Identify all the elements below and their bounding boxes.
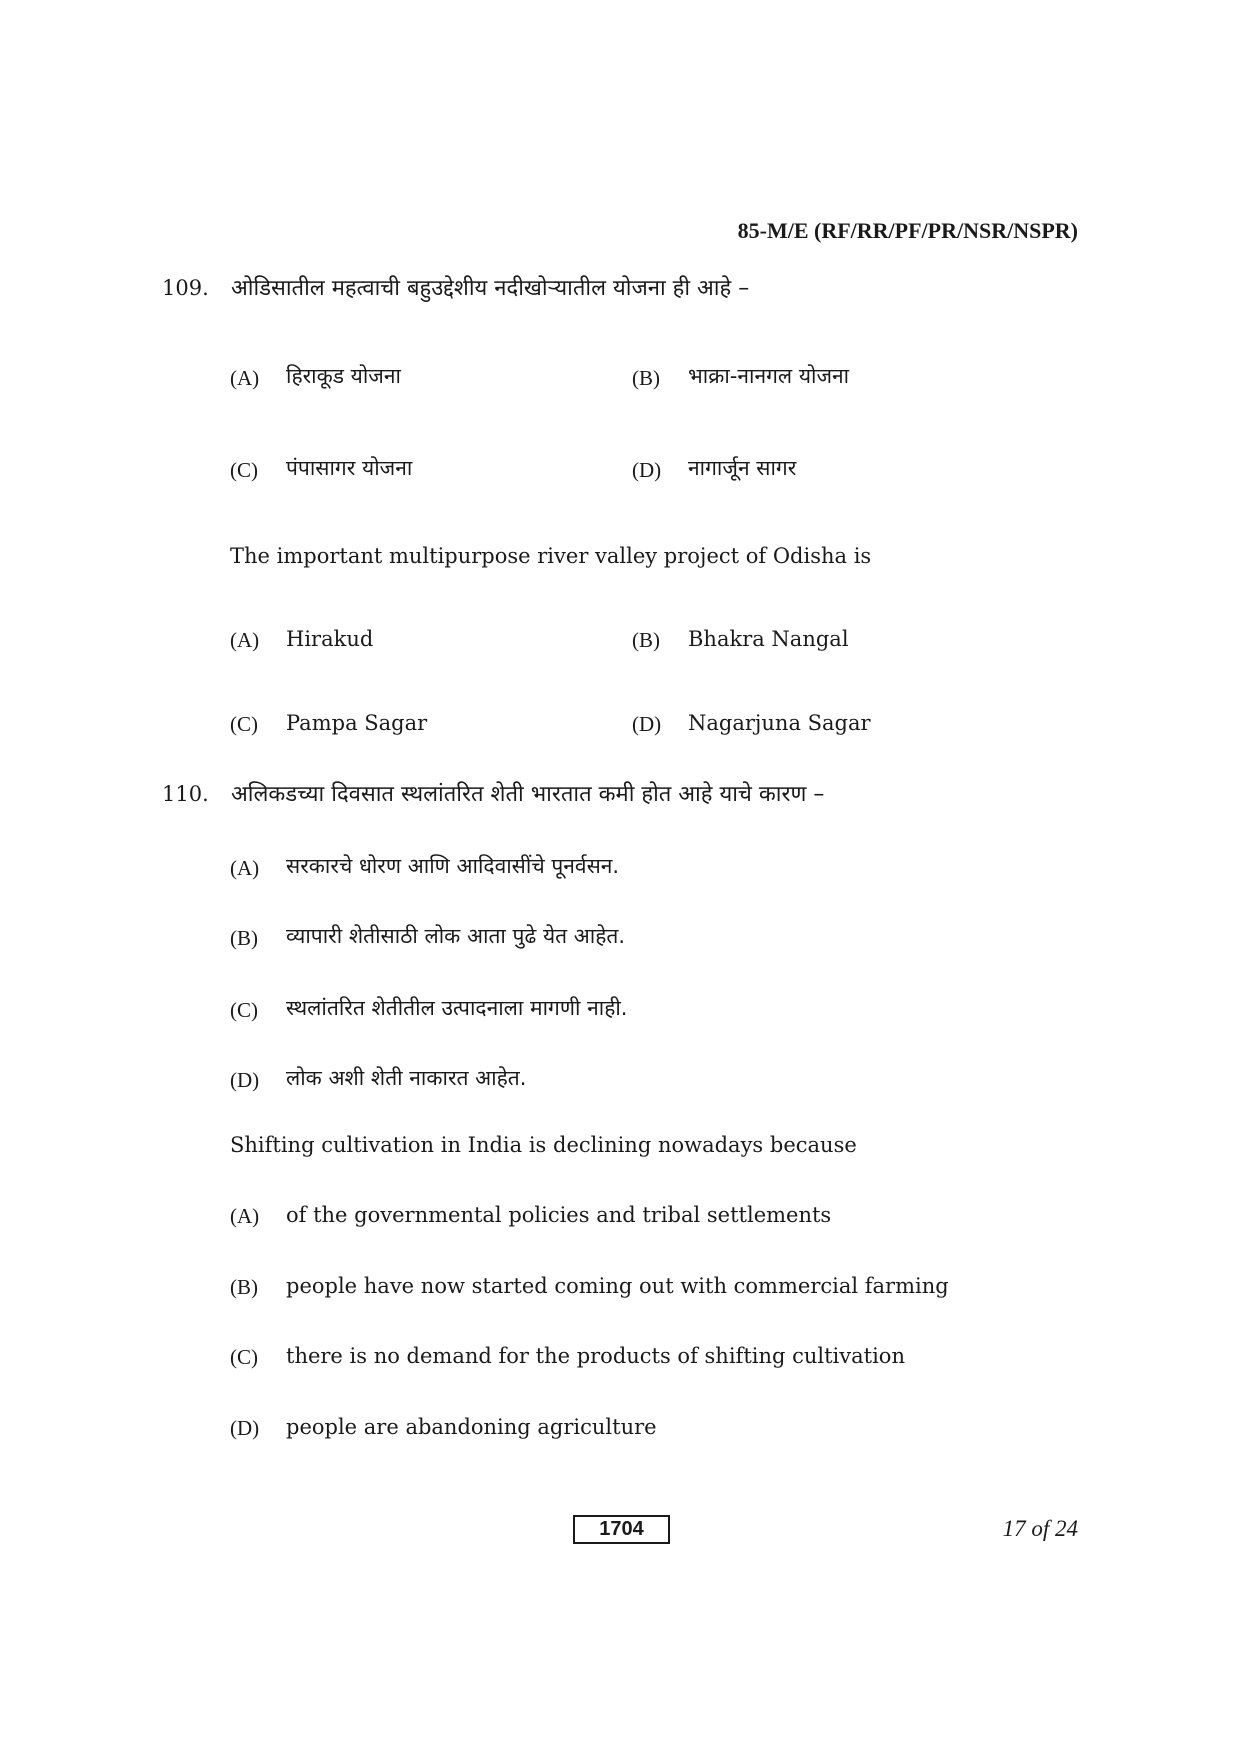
option-text-english: people are abandoning agriculture xyxy=(286,1415,657,1439)
option-label: (B) xyxy=(632,366,660,390)
option-label: (C) xyxy=(230,998,258,1022)
option-text-english: there is no demand for the products of shifting cultivation xyxy=(286,1344,905,1368)
option-label: (A) xyxy=(230,1204,260,1228)
question-text-marathi: ओडिसातील महत्वाची बहुउद्देशीय नदीखोऱ्यातील योजना ही आहे – xyxy=(231,276,750,301)
option-label: (C) xyxy=(230,458,258,482)
option-text-marathi: भाक्रा-नानगल योजना xyxy=(688,364,850,388)
question-text-english: The important multipurpose river valley project of Odisha is xyxy=(230,544,872,568)
option-label: (B) xyxy=(230,926,258,950)
option-text-english: Nagarjuna Sagar xyxy=(688,711,871,735)
question-text-english: Shifting cultivation in India is declining nowadays because xyxy=(230,1133,857,1157)
option-label: (A) xyxy=(230,628,260,652)
option-label: (D) xyxy=(632,712,662,736)
option-label: (B) xyxy=(632,628,660,652)
option-text-marathi: स्थलांतरित शेतीतील उत्पादनाला मागणी नाही. xyxy=(286,996,628,1020)
option-text-marathi: हिराकूड योजना xyxy=(286,364,401,388)
page-number: 17 of 24 xyxy=(1002,1516,1078,1541)
option-text-marathi: सरकारचे धोरण आणि आदिवासींचे पूनर्वसन. xyxy=(286,854,620,878)
option-text-marathi: व्यापारी शेतीसाठी लोक आता पुढे येत आहेत. xyxy=(286,924,626,948)
option-label: (B) xyxy=(230,1275,258,1299)
option-text-english: people have now started coming out with commercial farming xyxy=(286,1274,949,1298)
option-text-marathi: नागार्जून सागर xyxy=(688,456,797,480)
question-number: 110. xyxy=(162,782,209,806)
paper-code-header: 85-M/E (RF/RR/PF/PR/NSR/NSPR) xyxy=(737,218,1078,243)
question-number: 109. xyxy=(162,276,209,300)
option-label: (D) xyxy=(230,1068,260,1092)
option-text-english: of the governmental policies and tribal settlements xyxy=(286,1203,832,1227)
option-label: (A) xyxy=(230,856,260,880)
option-label: (C) xyxy=(230,712,258,736)
option-label: (D) xyxy=(230,1416,260,1440)
option-label: (D) xyxy=(632,458,662,482)
option-text-english: Pampa Sagar xyxy=(286,711,428,735)
option-text-english: Bhakra Nangal xyxy=(688,627,849,651)
option-text-marathi: पंपासागर योजना xyxy=(286,456,413,480)
option-label: (C) xyxy=(230,1345,258,1369)
booklet-code-box: 1704 xyxy=(573,1515,670,1544)
option-label: (A) xyxy=(230,366,260,390)
option-text-marathi: लोक अशी शेती नाकारत आहेत. xyxy=(286,1066,527,1090)
option-text-english: Hirakud xyxy=(286,627,374,651)
question-text-marathi: अलिकडच्या दिवसात स्थलांतरित शेती भारतात कमी होत आहे याचे कारण – xyxy=(231,782,825,807)
